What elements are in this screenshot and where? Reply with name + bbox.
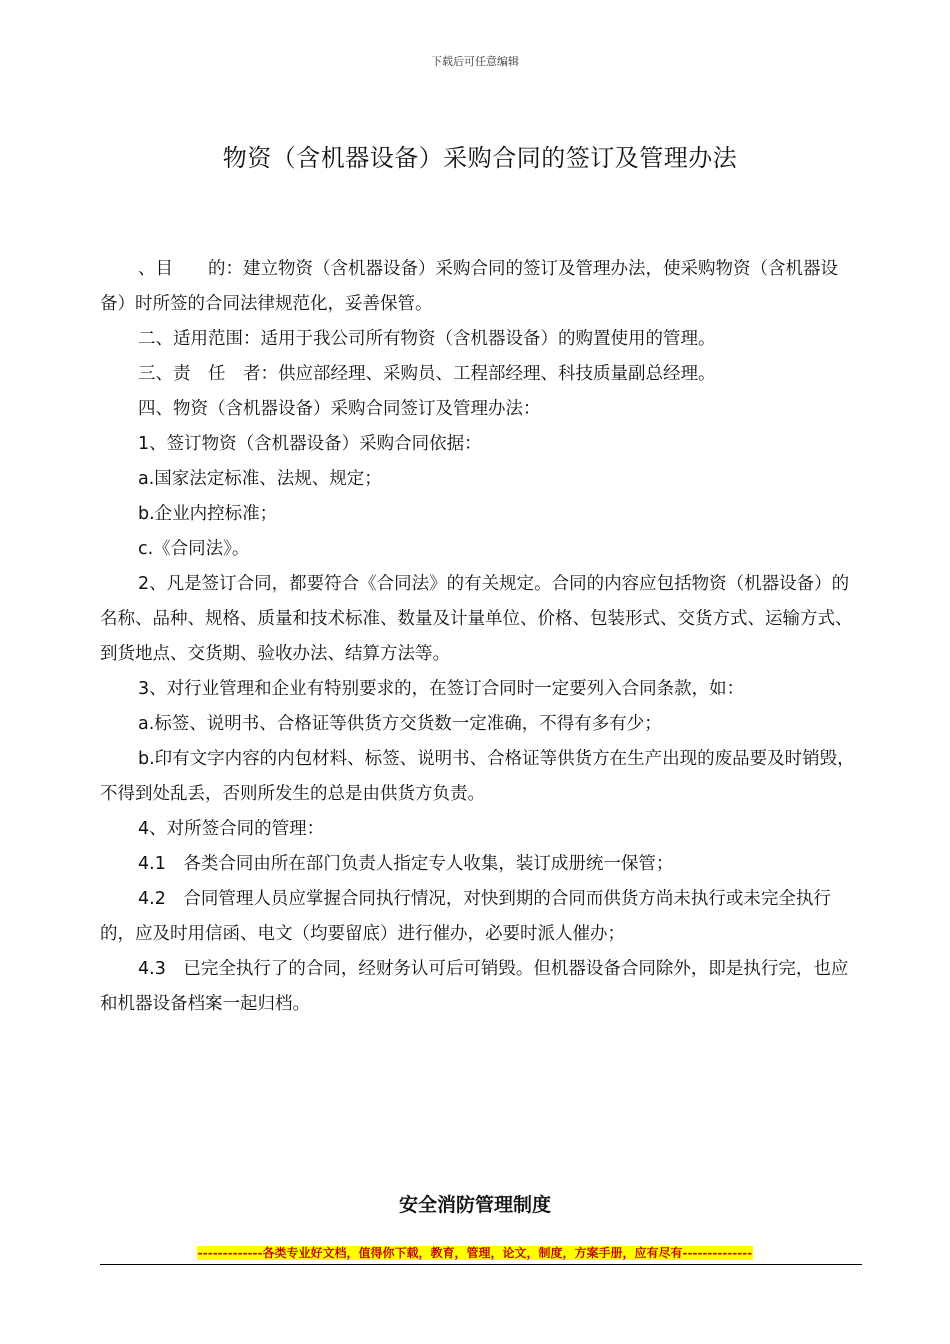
body-text [100,252,862,1022]
paragraph-scope: 二、适用范围：适用于我公司所有物资（含机器设备）的购置使用的管理。 [138,329,716,349]
list-item-requirement-a: a.标签、说明书、合格证等供货方交货数一定准确，不得有多有少； [138,714,662,734]
list-item-basis-b: b.企业内控标准； [138,504,278,524]
list-item-management-4-2: 4.2 合同管理人员应掌握合同执行情况，对快到期的合同而供货方尚未执行或未完全执行的，应及时用信函、电文（均要留底）进行催办，必要时派人催办； [100,889,831,944]
paragraph-basis-heading: 1、签订物资（含机器设备）采购合同依据： [138,434,482,454]
paragraph-contract-content: 2、凡是签订合同，都要符合《合同法》的有关规定。合同的内容应包括物资（机器设备）的名称、品种、规格、质量和技术标准、数量及计量单位、价格、包装形式、交货方式、运输方式、到货地点、交货期、验收办法、结算方法等。 [100,574,853,664]
paragraph-purpose: 、目 的：建立物资（含机器设备）采购合同的签订及管理办法，使采购物资（含机器设备）时所签的合同法律规范化，妥善保管。 [100,259,838,314]
list-item-requirement-b: b.印有文字内容的内包材料、标签、说明书、合格证等供货方在生产出现的废品要及时销毁，不得到处乱丢，否则所发生的总是由供货方负责。 [100,749,855,804]
paragraph-management-heading: 4、对所签合同的管理： [138,819,325,839]
paragraph-method-heading: 四、物资（含机器设备）采购合同签订及管理办法： [138,399,541,419]
paragraph-special-requirements: 3、对行业管理和企业有特别要求的，在签订合同时一定要列入合同条款，如： [138,679,745,699]
section-title: 安全消防管理制度 [398,1194,551,1216]
list-item-management-4-1: 4.1 各类合同由所在部门负责人指定专人收集，装订成册统一保管； [138,854,674,874]
footer-banner-text: -------------各类专业好文档，值得你下载，教育，管理，论文，制度，方案手册，应有尽有-------------- [197,1246,753,1260]
document-title: 物资（含机器设备）采购合同的签订及管理办法 [222,144,738,172]
header-note: 下载后可任意编辑 [431,55,519,68]
list-item-basis-a: a.国家法定标准、法规、规定； [138,469,382,489]
bottom-divider [100,1264,862,1265]
list-item-basis-c: c.《合同法》。 [138,539,250,559]
list-item-management-4-3: 4.3 已完全执行了的合同，经财务认可后可销毁。但机器设备合同除外，即是执行完，也应和机器设备档案一起归档。 [100,959,849,1014]
footer-banner [0,1246,950,1261]
paragraph-responsible: 三、责 任 者：供应部经理、采购员、工程部经理、科技质量副总经理。 [138,364,716,384]
